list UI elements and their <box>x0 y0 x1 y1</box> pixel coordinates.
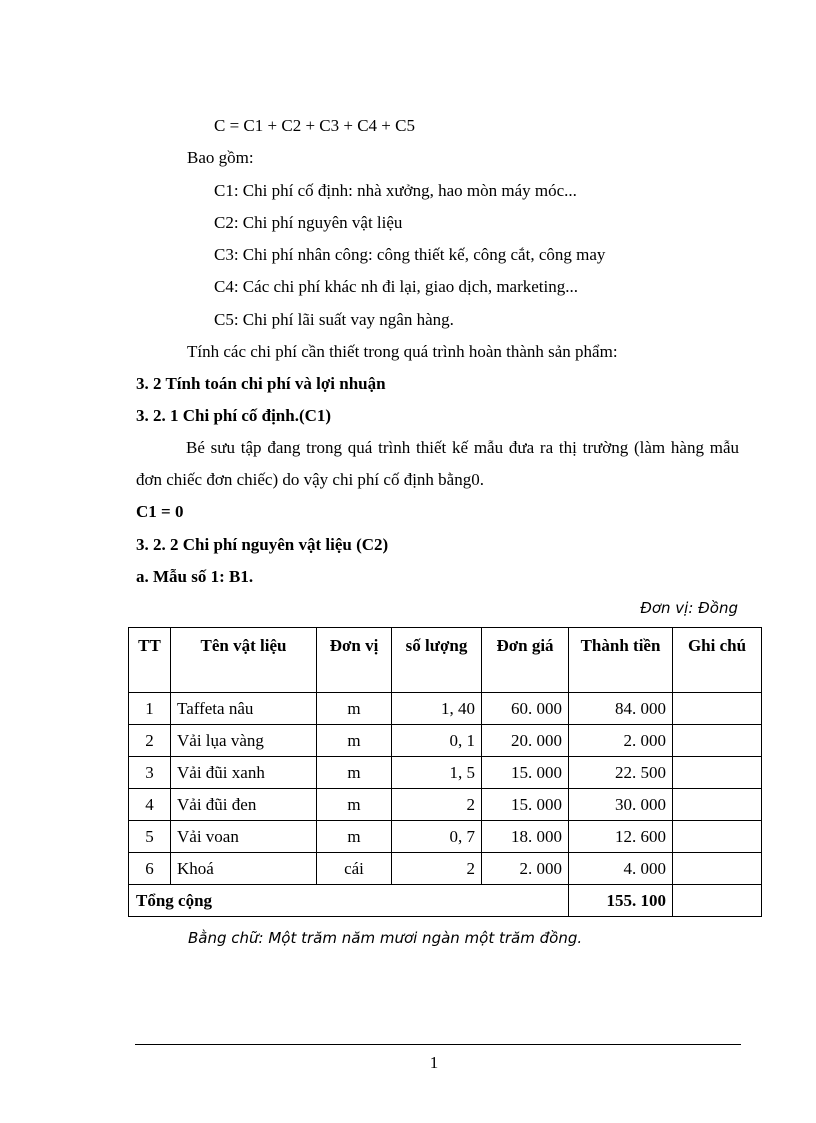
cell-unit-price: 15. 000 <box>482 757 569 789</box>
cell-tt: 2 <box>129 725 171 757</box>
cell-unit-price: 15. 000 <box>482 789 569 821</box>
header-tt: TT <box>129 628 171 693</box>
paragraph-fixed-cost: Bé sưu tập đang trong quá trình thiết kế mẫu đưa ra thị trường (làm hàng mẫu đơn chiếc đơn chiếc) do vậy chi phí cố định bằng0. <box>136 438 739 489</box>
component-c1: C1: Chi phí cố định: nhà xưởng, hao mòn máy móc... <box>214 181 577 200</box>
cell-unit: m <box>317 725 392 757</box>
unit-note: Đơn vị: Đồng <box>640 599 738 617</box>
cell-amount: 2. 000 <box>569 725 673 757</box>
cell-unit-price: 60. 000 <box>482 693 569 725</box>
includes-label: Bao gồm: <box>187 148 254 167</box>
cell-quantity: 0, 7 <box>392 821 482 853</box>
cell-unit: cái <box>317 853 392 885</box>
c1-equals-zero: C1 = 0 <box>136 502 184 521</box>
header-quantity: số lượng <box>392 628 482 693</box>
cell-note <box>673 725 762 757</box>
amount-in-words: Bằng chữ: Một trăm năm mươi ngàn một trăm đồng. <box>188 929 583 947</box>
cell-amount: 22. 500 <box>569 757 673 789</box>
cell-unit: m <box>317 821 392 853</box>
cell-quantity: 2 <box>392 789 482 821</box>
table-row <box>129 853 762 885</box>
table-row <box>129 725 762 757</box>
table-row <box>129 757 762 789</box>
cell-quantity: 1, 40 <box>392 693 482 725</box>
cell-unit-price: 2. 000 <box>482 853 569 885</box>
header-unit: Đơn vị <box>317 628 392 693</box>
section-heading-3-2-1: 3. 2. 1 Chi phí cố định.(C1) <box>136 406 332 425</box>
cell-quantity: 0, 1 <box>392 725 482 757</box>
total-label: Tổng cộng <box>129 885 569 917</box>
table-row <box>129 821 762 853</box>
header-amount: Thành tiền <box>569 628 673 693</box>
cell-tt: 5 <box>129 821 171 853</box>
component-c4: C4: Các chi phí khác nh đi lại, giao dịch, marketing... <box>214 277 578 296</box>
cell-material-name: Vải đũi đen <box>171 789 317 821</box>
total-note <box>673 885 762 917</box>
cell-tt: 4 <box>129 789 171 821</box>
cell-amount: 4. 000 <box>569 853 673 885</box>
component-c2: C2: Chi phí nguyên vật liệu <box>214 213 403 232</box>
cell-material-name: Vải đũi xanh <box>171 757 317 789</box>
cell-note <box>673 821 762 853</box>
cell-unit-price: 18. 000 <box>482 821 569 853</box>
cell-tt: 3 <box>129 757 171 789</box>
header-unit-price: Đơn giá <box>482 628 569 693</box>
cell-unit-price: 20. 000 <box>482 725 569 757</box>
table-row <box>129 693 762 725</box>
cell-unit: m <box>317 693 392 725</box>
cell-amount: 30. 000 <box>569 789 673 821</box>
section-heading-3-2-2: 3. 2. 2 Chi phí nguyên vật liệu (C2) <box>136 535 389 554</box>
section-heading-3-2: 3. 2 Tính toán chi phí và lợi nhuận <box>136 374 386 393</box>
cell-note <box>673 757 762 789</box>
cell-amount: 84. 000 <box>569 693 673 725</box>
cell-quantity: 1, 5 <box>392 757 482 789</box>
cell-material-name: Vải lụa vàng <box>171 725 317 757</box>
cost-formula: C = C1 + C2 + C3 + C4 + C5 <box>214 116 415 135</box>
cell-amount: 12. 600 <box>569 821 673 853</box>
cell-material-name: Khoá <box>171 853 317 885</box>
table-total-row <box>129 885 762 917</box>
page-number: 1 <box>429 1053 439 1072</box>
cell-quantity: 2 <box>392 853 482 885</box>
cell-material-name: Vải voan <box>171 821 317 853</box>
intro-line: Tính các chi phí cần thiết trong quá trình hoàn thành sản phẩm: <box>187 342 618 361</box>
total-value: 155. 100 <box>569 885 673 917</box>
component-c5: C5: Chi phí lãi suất vay ngân hàng. <box>214 310 454 329</box>
header-note: Ghi chú <box>673 628 762 693</box>
cell-tt: 1 <box>129 693 171 725</box>
component-c3: C3: Chi phí nhân công: công thiết kế, công cắt, công may <box>214 245 606 264</box>
cell-note <box>673 853 762 885</box>
table-row <box>129 789 762 821</box>
footer-rule <box>135 1044 741 1045</box>
cell-material-name: Taffeta nâu <box>171 693 317 725</box>
sample-heading: a. Mẫu số 1: B1. <box>136 567 254 586</box>
materials-table <box>128 627 762 917</box>
header-material-name: Tên vật liệu <box>171 628 317 693</box>
cell-unit: m <box>317 789 392 821</box>
table-header-row <box>129 628 762 693</box>
cell-tt: 6 <box>129 853 171 885</box>
cell-note <box>673 693 762 725</box>
cell-unit: m <box>317 757 392 789</box>
cell-note <box>673 789 762 821</box>
